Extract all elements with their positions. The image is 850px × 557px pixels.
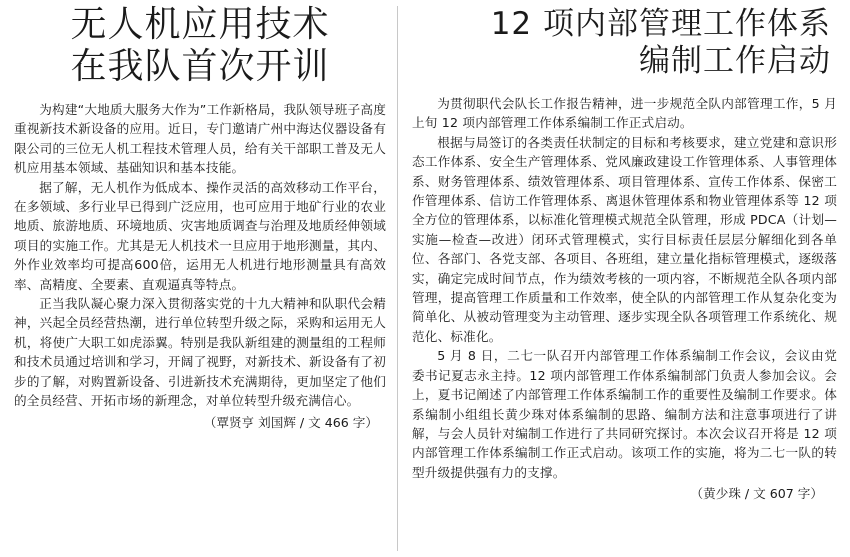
left-title-line1: 无人机应用技术 — [70, 4, 330, 45]
column-divider — [397, 6, 398, 551]
right-article-title — [412, 0, 837, 80]
right-article — [412, 0, 837, 504]
right-paragraph-1: 为贯彻职代会队长工作报告精神，进一步规范全队内部管理工作，5 月上旬 12 项内部管理工作体系编制工作正式启动。 — [412, 96, 837, 131]
left-title-line2: 在我队首次开训 — [70, 46, 330, 87]
right-title-line1: 12 项内部管理工作体系 — [490, 6, 831, 42]
left-paragraph-2: 据了解，无人机作为低成本、操作灵活的高效移动工作平台，在多领域、多行业早已得到广泛应用，也可应用于地矿行业的农业地质、旅游地质、环境地质、灾害地质调查与治理及地质经伸领域项目的实施工作。尤其是无人机技术一旦应用于地形测量，其内、外作业效率均可提高600倍，运用无人机进行地形测量具有高效率、高精度、全要素、直观逼真等特点。 — [14, 179, 386, 292]
left-byline: （覃贤亨 刘国辉 / 文 466 字） — [203, 414, 378, 430]
left-paragraph-3: 正当我队凝心聚力深入贯彻落实党的十九大精神和队职代会精神，兴起全员经营热潮，进行单位转型升级之际，采购和运用无人机，将使广大职工如虎添翼。特别是我队新组建的测量组的工程师和技术员通过培训和学习，开阔了视野，对新技术、新设备有了初步的了解，对购置新设备、引进新技术充满期待，更加坚定了他们的全员经营、开拓市场的新理念，对单位转型升级充满信心。 — [14, 296, 386, 409]
left-article-title — [14, 0, 386, 88]
left-paragraph-1: 为构建“大地质大服务大作为”工作新格局，我队领导班子高度重视新技术新设备的应用。近日，专门邀请广州中海达仪器设备有限公司的三位无人机工程技术管理人员，给有关干部职工普及无人机应用基本领域、基础知识和基本技能。 — [14, 102, 386, 176]
left-article — [14, 0, 386, 432]
left-article-body — [14, 100, 386, 432]
right-title-line2: 编制工作启动 — [639, 43, 831, 79]
right-paragraph-2: 根据与局签订的各类责任状制定的目标和考核要求，建立党建和意识形态工作体系、安全生产管理体系、党风廉政建设工作管理体系、人事管理体系、财务管理体系、绩效管理体系、项目管理体系、宣传工作体系、保密工作管理体系、信访工作管理体系、离退休管理体系和物业管理体系等 12 项全方位的管理体系，以标准化管理模式规范全队管理，形成 PDCA（计划—实施—检查—改进）闭环式管理模式，实行目标责任层层分解细化到各单位、各部门、各党支部、各项目、各班组，建立量化指标管理模式，逐级落实，确定完成时间节点，作为绩效考核的一项内容，不断规范全队各项内部管理，提高管理工作质量和工作效率，使全队的内部管理工作从复杂化变为简单化、从被动管理变为主动管理、逐步实现全队各项管理工作系统化、规范化、标准化。 — [412, 134, 837, 344]
right-article-body — [412, 94, 837, 504]
right-byline: （黄少珠 / 文 607 字） — [690, 486, 823, 502]
right-paragraph-3: 5 月 8 日，二七一队召开内部管理工作体系编制工作会议，会议由党委书记夏志永主持。12 项内部管理工作体系编制部门负责人参加会议。会上，夏书记阐述了内部管理工作体系编制工作的重要性及编制工作要求。体系编制小组组长黄少珠对体系编制的思路、编制方法和注意事项进行了讲解，与会人员针对编制工作进行了共同研究探讨。本次会议召开将是 12 项内部管理工作体系编制工作正式启动。该项工作的实施，将为二七一队的转型升级提供强有力的支撑。 — [412, 348, 837, 480]
